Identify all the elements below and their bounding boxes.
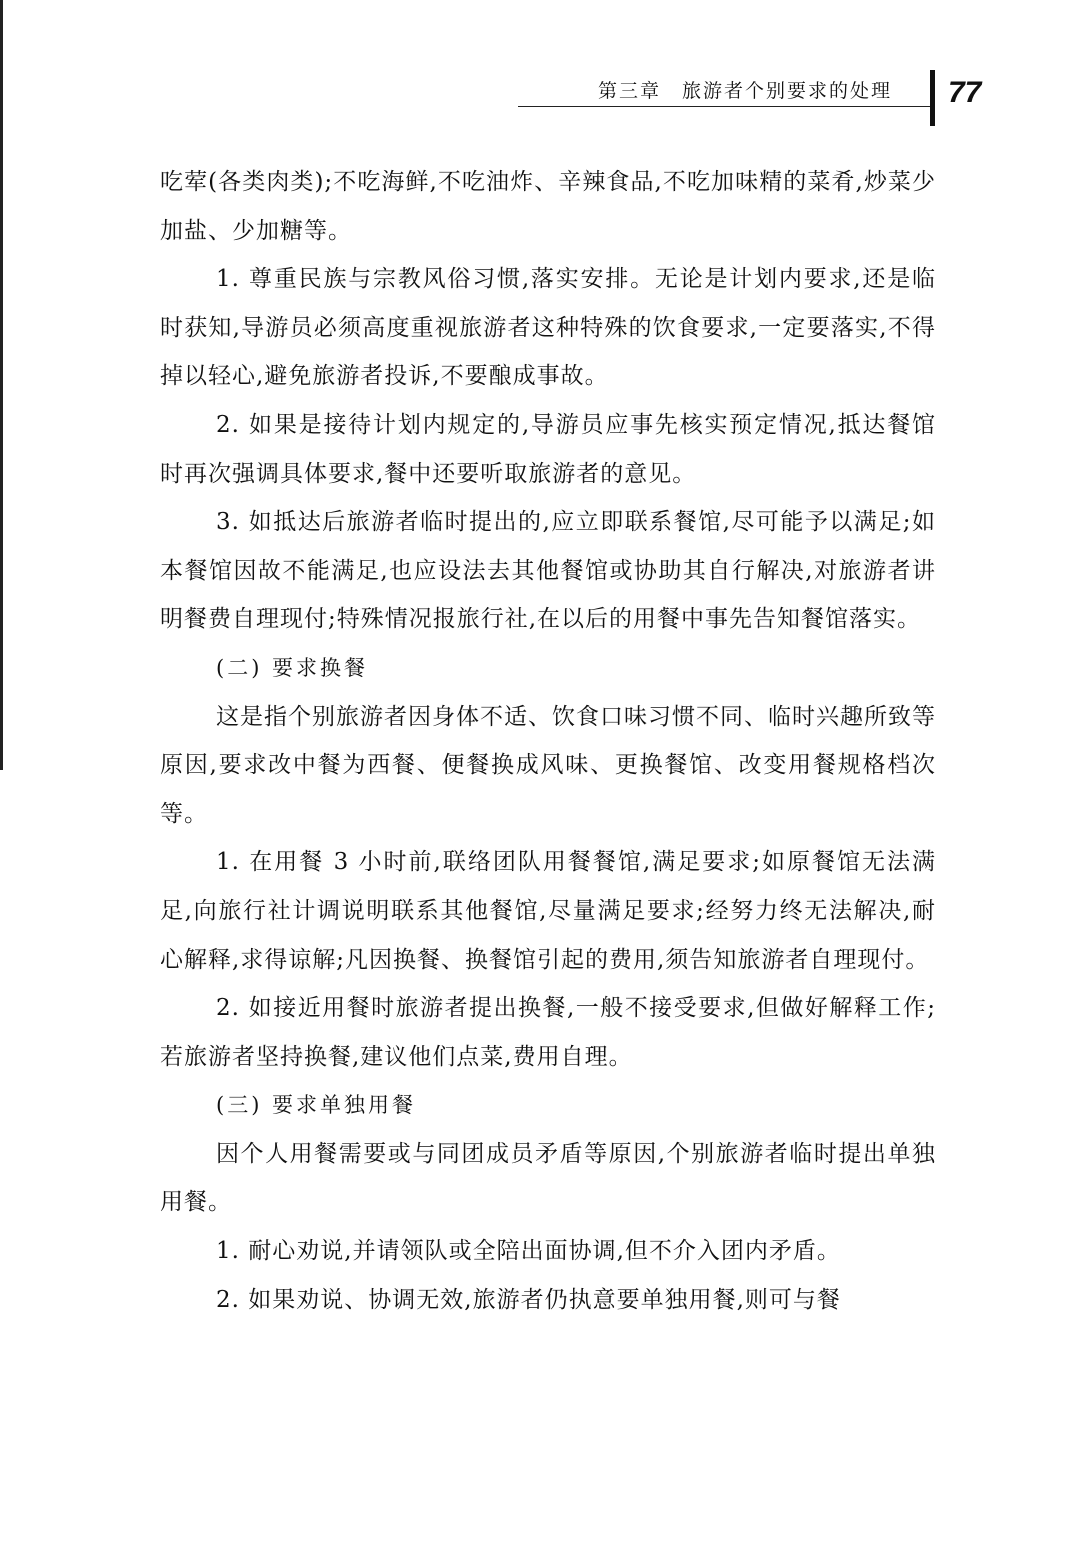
paragraph-change-meal-item-1: 1. 在用餐 3 小时前,联络团队用餐餐馆,满足要求;如原餐馆无法满足,向旅行社计调说明联系其他餐馆,尽量满足要求;经努力终无法解决,耐心解释,求得谅解;凡因换餐、换餐馆引起的费用,须告知旅游者自理现付。: [160, 849, 936, 973]
page-edge-line: [0, 0, 3, 770]
section-heading-change-meal: (二) 要求换餐: [216, 655, 369, 680]
paragraph-intro-separate-meal: 因个人用餐需要或与同团成员矛盾等原因,个别旅游者临时提出单独用餐。: [160, 1140, 936, 1216]
section-heading-separate-meal: (三) 要求单独用餐: [216, 1093, 417, 1118]
paragraph-change-meal-item-2: 2. 如接近用餐时旅游者提出换餐,一般不接受要求,但做好解释工作;若旅游者坚持换餐,建议他们点菜,费用自理。: [160, 995, 936, 1070]
page-number: 77: [948, 76, 982, 109]
paragraph-item-2: 2. 如果是接待计划内规定的,导游员应事先核实预定情况,抵达餐馆时再次强调具体要求,餐中还要听取旅游者的意见。: [160, 411, 936, 487]
page-header: [518, 70, 988, 126]
header-rule: [518, 106, 930, 107]
paragraph-intro-change-meal: 这是指个别旅游者因身体不适、饮食口味习惯不同、临时兴趣所致等原因,要求改中餐为西餐、便餐换成风味、更换餐馆、改变用餐规格档次等。: [160, 703, 936, 827]
running-head: 第三章 旅游者个别要求的处理: [598, 80, 893, 102]
paragraph-separate-meal-item-2: 2. 如果劝说、协调无效,旅游者仍执意要单独用餐,则可与餐: [216, 1286, 841, 1313]
paragraph-item-3: 3. 如抵达后旅游者临时提出的,应立即联系餐馆,尽可能予以满足;如本餐馆因故不能满足,也应设法去其他餐馆或协助其自行解决,对旅游者讲明餐费自理现付;特殊情况报旅行社,在以后的用餐中事先告知餐馆落实。: [160, 509, 936, 633]
paragraph-item-1: 1. 尊重民族与宗教风俗习惯,落实安排。无论是计划内要求,还是临时获知,导游员必须高度重视旅游者这种特殊的饮食要求,一定要落实,不得掉以轻心,避免旅游者投诉,不要酿成事故。: [160, 266, 936, 390]
body-text: [160, 158, 936, 1324]
paragraph-separate-meal-item-1: 1. 耐心劝说,并请领队或全陪出面协调,但不介入团内矛盾。: [216, 1238, 841, 1265]
paragraph-continued: 吃荤(各类肉类);不吃海鲜,不吃油炸、辛辣食品,不吃加味精的菜肴,炒菜少加盐、少加糖等。: [160, 169, 936, 244]
header-bar: [930, 70, 935, 126]
